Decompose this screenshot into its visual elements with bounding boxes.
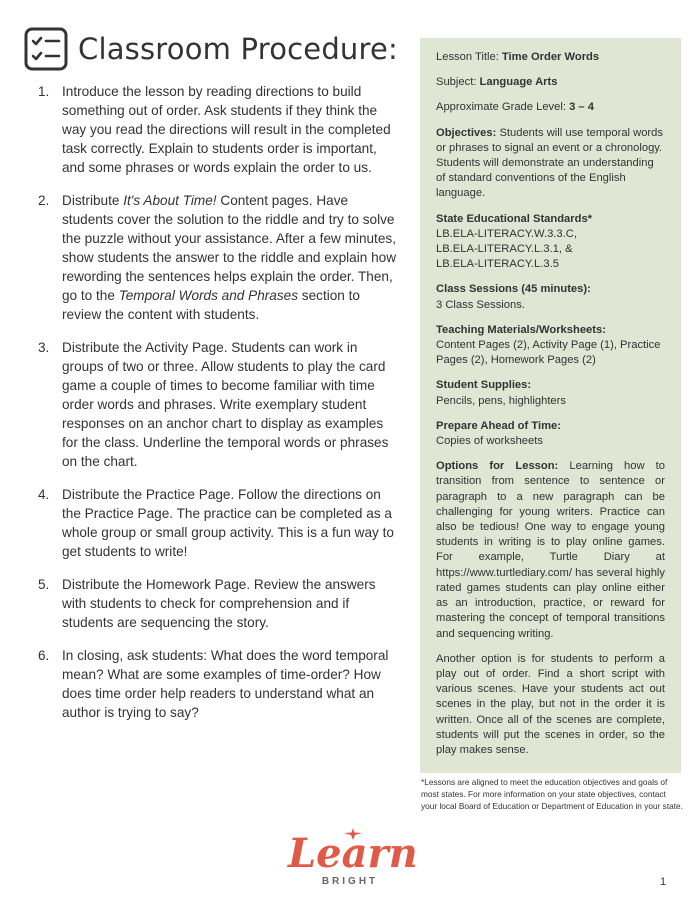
subject-label: Subject:	[436, 76, 477, 89]
procedure-step-2	[38, 191, 396, 324]
page-header	[24, 24, 398, 74]
step-text-part: section to review the content with students.	[62, 288, 360, 322]
page-number: 1	[660, 876, 667, 888]
another-option-block	[436, 652, 665, 758]
prepare-heading: Prepare Ahead of Time:	[436, 419, 561, 432]
procedure-step-3	[38, 338, 396, 471]
step-text: In closing, ask students: What does the word temporal mean? What are some examples of time-order? How does time order help readers to understand what an author is trying to say?	[62, 648, 389, 720]
procedure-step-5	[38, 575, 396, 632]
step-text: Distribute the Homework Page. Review the answers with students to check for comprehension and if students are sequencing the story.	[62, 577, 376, 630]
materials-heading: Teaching Materials/Worksheets:	[436, 323, 606, 336]
learn-bright-logo	[288, 830, 418, 894]
grade-value: 3 – 4	[569, 101, 594, 114]
prepare-block	[436, 419, 665, 449]
grade-label: Approximate Grade Level:	[436, 101, 566, 114]
procedure-step-1	[38, 82, 396, 177]
page-title: Classroom Procedure:	[78, 32, 399, 66]
standard-item: LB.ELA-LITERACY.L.3.1, &	[436, 243, 573, 256]
step-number: 1.	[38, 84, 50, 99]
sessions-heading: Class Sessions (45 minutes):	[436, 283, 591, 296]
standards-heading: State Educational Standards*	[436, 212, 593, 225]
step-text-part: Distribute	[62, 193, 124, 208]
sessions-text: 3 Class Sessions.	[436, 298, 525, 311]
procedure-step-6	[38, 646, 396, 722]
supplies-text: Pencils, pens, highlighters	[436, 394, 566, 407]
step-text: Distribute the Practice Page. Follow the directions on the Practice Page. The practice can be completed as a whole group or small group activity. This is a fun way to get students to write!	[62, 487, 394, 559]
step-number: 6.	[38, 648, 50, 663]
materials-text: Content Pages (2), Activity Page (1), Practice Pages (2), Homework Pages (2)	[436, 339, 661, 367]
step-number: 4.	[38, 487, 50, 502]
standards-footnote: *Lessons are aligned to meet the education objectives and goals of most states. For more information on your state objectives, contact your local Board of Education or Department of Education in your state.	[421, 777, 683, 811]
lesson-title: Time Order Words	[501, 51, 600, 63]
objectives-block	[436, 126, 665, 202]
another-option-text: Another option is for students to perform a play out of order. Find a short script with various scenes. Have your students act out scenes in the play, but not in the order it is written. Once all of the scenes are complete, students will put the scenes in order, so the play makes sense.	[436, 652, 665, 756]
sessions-block	[436, 282, 665, 312]
options-label: Options for Lesson:	[436, 460, 559, 473]
supplies-heading: Student Supplies:	[436, 379, 532, 392]
step-text: Distribute the Activity Page. Students can work in groups of two or three. Allow students to play the card game a couple of times to become familiar with time order words and phrases. Write exemplary student responses on an anchor chart to display as examples for the class. Underline the temporal words or phrases on the chart.	[62, 340, 389, 469]
subject-value: Language Arts	[479, 76, 558, 89]
logo-bright-text: BRIGHT	[321, 876, 379, 887]
procedure-list	[38, 82, 396, 736]
procedure-step-4	[38, 485, 396, 561]
content-title: It's About Time!	[123, 193, 217, 208]
step-text	[62, 193, 396, 322]
subject-row	[436, 75, 665, 90]
checklist-icon	[24, 27, 68, 71]
step-text-part: Content pages. Have students cover the solution to the riddle and try to solve the puzzle without your assistance. After a few minutes, show students the answer to the riddle and explain how rewording the sentences helps explain the order. Then, go to the	[62, 193, 397, 303]
step-number: 5.	[38, 577, 50, 592]
standard-item: LB.ELA-LITERACY.W.3.3.C,	[436, 227, 577, 240]
supplies-block	[436, 378, 665, 408]
objectives-text: Students will use temporal words or phrases to signal an event or a chronology. Students will demonstrate an understanding of standard conventions of the English language.	[436, 126, 663, 200]
logo-learn-text: Learn	[288, 830, 418, 877]
standards-block	[436, 212, 665, 273]
grade-row	[436, 100, 665, 115]
standard-item: LB.ELA-LITERACY.L.3.5	[436, 258, 559, 271]
section-title: Temporal Words and Phrases	[118, 288, 299, 303]
lesson-title-label: Lesson Title:	[436, 51, 499, 63]
prepare-text: Copies of worksheets	[436, 435, 543, 448]
options-block	[436, 459, 665, 641]
lesson-title-row	[436, 50, 665, 65]
step-number: 2.	[38, 193, 50, 208]
lesson-info-sidebar	[420, 38, 681, 773]
materials-block	[436, 323, 665, 369]
objectives-label: Objectives:	[436, 126, 497, 139]
options-text: Learning how to transition from sentence to sentence or paragraph to a new paragraph can be challenging for young writers. Practice can also be tedious! One way to engage young students in writing is to play online games. For example, Turtle Diary at https://www.turtlediary.com/ has several highly rated games students can play online either as an introduction, practice, or reward for mastering the concept of temporal transitions and sequencing writing.	[436, 460, 665, 640]
step-text: Introduce the lesson by reading directions to build something out of order. Ask students if they think the way you read the directions will result in the completed task correctly. Explain to students order is important, and some phrases or words explain the order to us.	[62, 84, 391, 175]
step-number: 3.	[38, 340, 50, 355]
